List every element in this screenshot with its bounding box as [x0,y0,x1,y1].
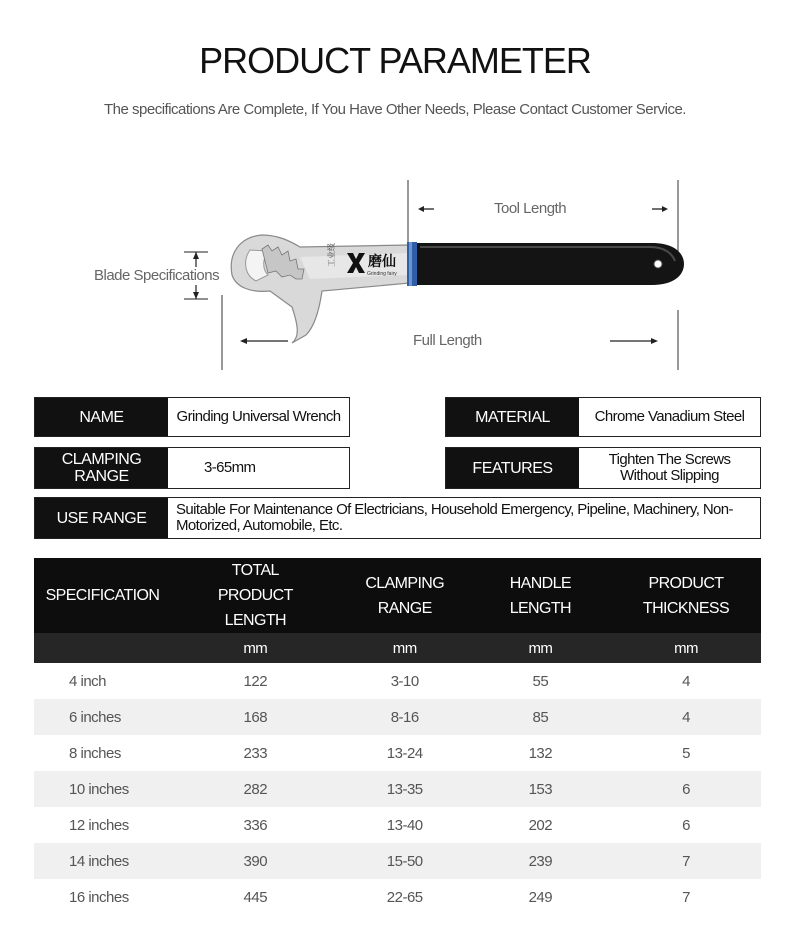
spec-table-body [34,663,761,915]
table-row [34,771,761,807]
unit-cell [34,633,171,663]
table-row [34,879,761,915]
spec-table [34,558,761,915]
table-cell: 22-65 [340,879,470,915]
table-cell: 13-24 [340,735,470,771]
table-row [34,699,761,735]
col-header-total-length: TOTAL PRODUCT LENGTH [171,558,340,633]
table-cell: 168 [171,699,340,735]
info-features-key: FEATURES [446,448,579,488]
full-length-label: Full Length [413,332,482,349]
info-name-key: NAME [35,398,168,436]
table-cell: 16 inches [34,879,171,915]
table-cell: 85 [470,699,611,735]
stamp-text: 工业级 [327,243,336,267]
table-cell: 8-16 [340,699,470,735]
table-cell: 445 [171,879,340,915]
table-cell: 55 [470,663,611,699]
brand-sub-text: Grinding fairy [367,271,397,277]
table-cell: 7 [611,879,761,915]
tool-length-label: Tool Length [494,200,567,217]
unit-cell: mm [611,633,761,663]
table-cell: 5 [611,735,761,771]
table-cell: 7 [611,843,761,879]
table-cell: 4 [611,699,761,735]
brand-text: 磨仙 [368,254,396,270]
blade-spec-label: Blade Specifications [94,267,220,284]
table-cell: 14 inches [34,843,171,879]
info-use-row [34,497,761,539]
info-features-value: Tighten The Screws Without Slipping [608,451,731,484]
table-cell: 390 [171,843,340,879]
info-clamping-key: CLAMPING RANGE [35,448,168,488]
page-title: PRODUCT PARAMETER [199,40,591,81]
table-cell: 6 [611,771,761,807]
table-cell: 336 [171,807,340,843]
table-cell: 233 [171,735,340,771]
table-cell: 122 [171,663,340,699]
table-cell: 13-35 [340,771,470,807]
info-use-key: USE RANGE [35,498,168,538]
table-cell: 13-40 [340,807,470,843]
unit-cell: mm [171,633,340,663]
unit-cell: mm [340,633,470,663]
info-material-row [445,397,761,437]
table-cell: 15-50 [340,843,470,879]
table-cell: 239 [470,843,611,879]
info-material-value: Chrome Vanadium Steel [594,408,745,425]
table-cell: 132 [470,735,611,771]
info-clamping-row [34,447,350,489]
table-row [34,807,761,843]
table-cell: 10 inches [34,771,171,807]
info-name-value: Grinding Universal Wrench [176,408,341,425]
wrench-diagram [0,175,790,375]
info-features-row [445,447,761,489]
table-row [34,735,761,771]
table-cell: 6 [611,807,761,843]
page-subtitle: The specifications Are Complete, If You Have Other Needs, Please Contact Customer Service. [104,101,686,118]
unit-cell: mm [470,633,611,663]
table-row [34,663,761,699]
info-material-key: MATERIAL [446,398,579,436]
info-clamping-value: 3-65mm [204,459,256,476]
table-cell: 12 inches [34,807,171,843]
col-header-specification: SPECIFICATION [34,558,171,633]
table-cell: 282 [171,771,340,807]
table-cell: 4 [611,663,761,699]
table-cell: 8 inches [34,735,171,771]
col-header-handle-length: HANDLE LENGTH [470,558,611,633]
table-cell: 3-10 [340,663,470,699]
info-use-value: Suitable For Maintenance Of Electricians, Household Emergency, Pipeline, Machinery, Non-Motorized, Automobile, Etc. [176,501,733,534]
table-row [34,843,761,879]
info-name-row [34,397,350,437]
table-cell: 153 [470,771,611,807]
table-cell: 4 inch [34,663,171,699]
table-cell: 6 inches [34,699,171,735]
table-cell: 249 [470,879,611,915]
col-header-thickness: PRODUCT THICKNESS [611,558,761,633]
table-cell: 202 [470,807,611,843]
col-header-clamping-range: CLAMPING RANGE [340,558,470,633]
